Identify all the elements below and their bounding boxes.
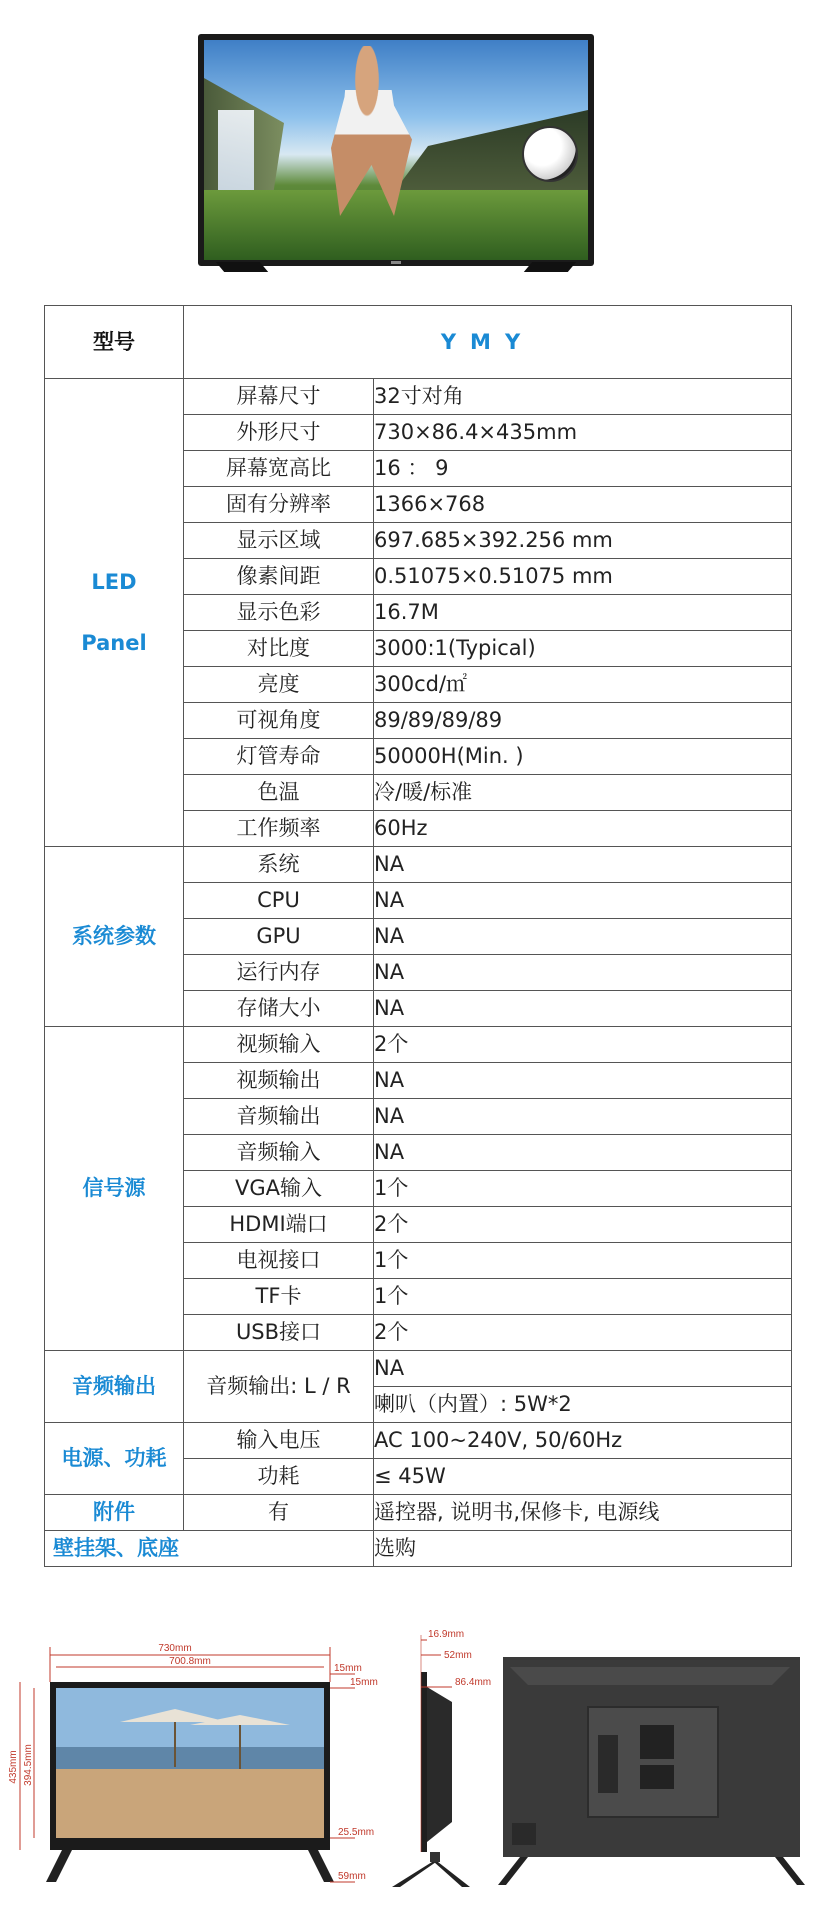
spec-table [44,305,792,1567]
dimension-drawings [0,1607,830,1907]
model-label: 型号 [45,306,184,379]
spec-value: NA [374,991,792,1027]
spec-value: 遥控器, 说明书,保修卡, 电源线 [374,1495,792,1531]
spec-value: 选购 [374,1531,792,1567]
tv-product-image [198,34,594,266]
table-row [45,1531,792,1567]
dim-width-screen: 700.8mm [169,1656,211,1667]
section-signal: 信号源 [45,1027,184,1351]
spec-item: 音频输出 [184,1099,374,1135]
spec-value: 60Hz [374,811,792,847]
spec-value: 89/89/89/89 [374,703,792,739]
spec-item: 存储大小 [184,991,374,1027]
table-row [45,847,792,883]
dim-bezel-side: 15mm [334,1663,362,1674]
spec-value: 16 ： 9 [374,451,792,487]
spec-item: 工作频率 [184,811,374,847]
spec-value: 1366×768 [374,487,792,523]
spec-item: 屏幕尺寸 [184,379,374,415]
back-view-drawing [498,1657,805,1885]
dim-depth-mid: 52mm [444,1650,472,1661]
spec-value: NA [374,1135,792,1171]
spec-value: NA [374,919,792,955]
spec-item: 屏幕宽高比 [184,451,374,487]
spec-value: 1个 [374,1279,792,1315]
spec-item: 电视接口 [184,1243,374,1279]
spec-value: 2个 [374,1027,792,1063]
spec-item: 系统 [184,847,374,883]
section-power: 电源、功耗 [45,1423,184,1495]
spec-item: 视频输出 [184,1063,374,1099]
spec-value: 32寸对角 [374,379,792,415]
spec-item: 亮度 [184,667,374,703]
spec-value: 1个 [374,1243,792,1279]
dim-bezel-top: 15mm [350,1677,378,1688]
table-row [45,1351,792,1387]
side-view-drawing [392,1629,491,1887]
tv-stand-left [216,262,268,272]
spec-item: USB接口 [184,1315,374,1351]
spec-value: 0.51075×0.51075 mm [374,559,792,595]
section-mount: 壁挂架、底座 [45,1531,374,1567]
spec-value: 2个 [374,1315,792,1351]
spec-item: 可视角度 [184,703,374,739]
table-row [45,1027,792,1063]
spec-item: 音频输出: L / R [184,1351,374,1423]
spec-value: NA [374,955,792,991]
spec-item: 对比度 [184,631,374,667]
tv-logo [391,261,401,264]
spec-item: VGA输入 [184,1171,374,1207]
spec-value: NA [374,1099,792,1135]
dim-depth-top: 16.9mm [428,1629,465,1640]
spec-value: AC 100~240V, 50/60Hz [374,1423,792,1459]
spec-item: 像素间距 [184,559,374,595]
table-header-row [45,306,792,379]
spec-item: 视频输入 [184,1027,374,1063]
spec-item: 输入电压 [184,1423,374,1459]
dim-depth-total: 86.4mm [455,1677,492,1688]
spec-value: NA [374,1351,792,1387]
dim-stand-height: 59mm [338,1871,366,1882]
spec-value: 喇叭（内置）: 5W*2 [374,1387,792,1423]
dim-width-total: 730mm [158,1643,192,1654]
section-system: 系统参数 [45,847,184,1027]
spec-item: GPU [184,919,374,955]
spec-item: 音频输入 [184,1135,374,1171]
spec-item: 显示色彩 [184,595,374,631]
section-led-panel: LED Panel [45,379,184,847]
front-view-drawing [8,1643,378,1882]
spec-value: NA [374,1063,792,1099]
dim-bezel-bottom: 25.5mm [338,1827,375,1838]
dim-height-total: 435mm [8,1750,19,1784]
spec-item: 显示区域 [184,523,374,559]
table-row [45,1423,792,1459]
spec-value: 冷/暖/标准 [374,775,792,811]
spec-value: 1个 [374,1171,792,1207]
table-row [45,1495,792,1531]
spec-value: 50000H(Min. ) [374,739,792,775]
spec-value: 300cd/㎡ [374,667,792,703]
tv-stand-right [524,262,576,272]
spec-value: 2个 [374,1207,792,1243]
spec-value: 697.685×392.256 mm [374,523,792,559]
spec-value: 16.7M [374,595,792,631]
tv-screen [204,40,588,260]
spec-value: ≤ 45W [374,1459,792,1495]
spec-value: NA [374,847,792,883]
table-row [45,379,792,415]
spec-value: 730×86.4×435mm [374,415,792,451]
spec-item: 色温 [184,775,374,811]
spec-item: 有 [184,1495,374,1531]
spec-item: 运行内存 [184,955,374,991]
spec-item: 灯管寿命 [184,739,374,775]
spec-value: NA [374,883,792,919]
spec-item: 固有分辨率 [184,487,374,523]
model-name: YMY [184,306,792,379]
dim-height-screen: 394.5mm [23,1744,34,1786]
spec-item: 外形尺寸 [184,415,374,451]
spec-item: TF卡 [184,1279,374,1315]
spec-item: HDMI端口 [184,1207,374,1243]
spec-item: CPU [184,883,374,919]
scene-soccer-ball [522,126,578,182]
spec-item: 功耗 [184,1459,374,1495]
section-audio: 音频输出 [45,1351,184,1423]
section-accessory: 附件 [45,1495,184,1531]
spec-value: 3000:1(Typical) [374,631,792,667]
